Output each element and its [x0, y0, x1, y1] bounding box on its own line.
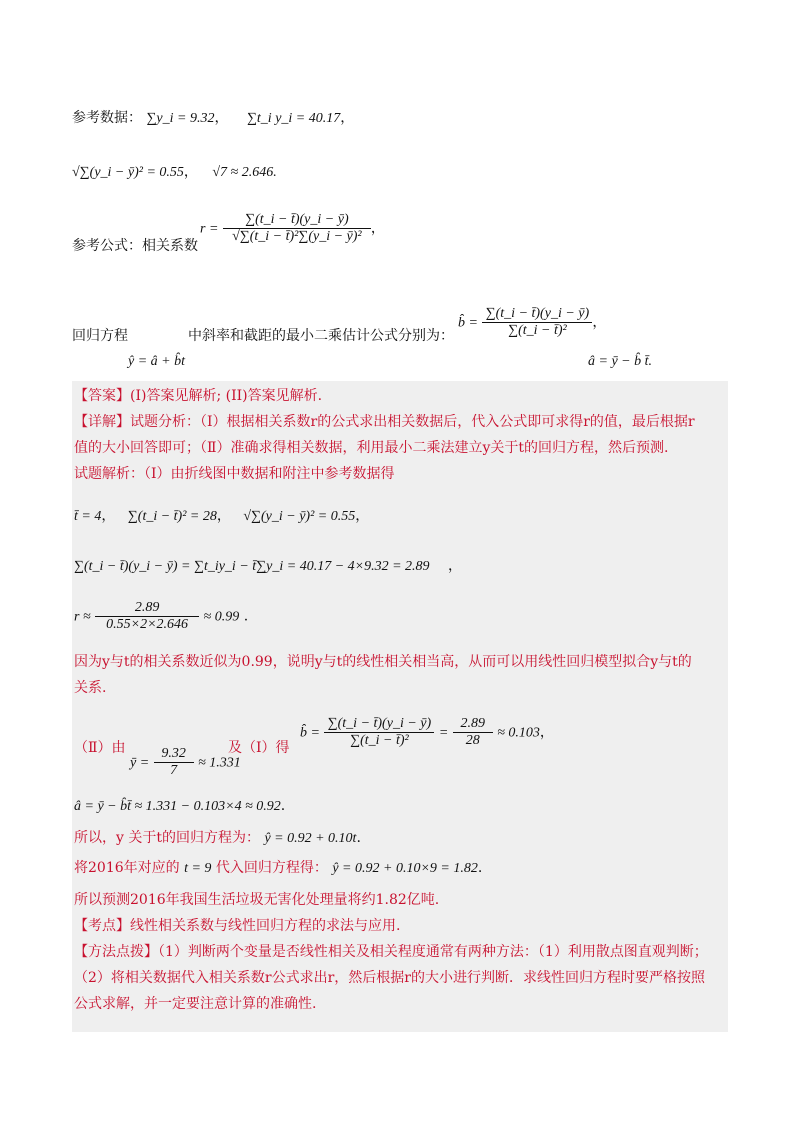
- because-line-2: 关系.: [74, 680, 107, 696]
- year-line: 将2016年对应的 t = 9 代入回归方程得： ŷ = 0.92 + 0.10×9 = 1.82.: [74, 860, 483, 876]
- ybar-left: ȳ =: [130, 755, 150, 771]
- a-calc-line: â = ȳ − b̂t̄ ≈ 1.331 − 0.103×4 ≈ 0.92.: [74, 798, 286, 814]
- reference-data-label: 参考数据：: [72, 110, 142, 126]
- b-formula: b̂ = $\frac{\sum(t\_i - t̄)(y\_i - ȳ)}{\text{∑(t\_i − t̄)²}}$ ，: [458, 306, 607, 338]
- b-calc-numerator: ∑(t_i − t̄)(y_i − ȳ): [324, 716, 434, 733]
- part2-and: 及（Ⅰ）得: [228, 740, 290, 756]
- r-calc: r ≈ $\frac{2.89}{0.55\times 2\times 2.646}$ ≈ 0.99 .: [74, 600, 249, 632]
- sum-y-formula: ∑y_i = 9.32: [146, 111, 215, 126]
- b-calc: b̂ = $\frac{\sum(t\_i - t̄)(y\_i - ȳ)}{\text{∑(t\_i − t̄)²}}$ = $\frac{2.89}{28}$ ≈ 0.103，: [300, 716, 554, 748]
- r-formula-numerator: ∑(t_i − t̄)(y_i − ȳ): [223, 212, 371, 229]
- a-calc: â = ȳ − b̂t̄ ≈ 1.331 − 0.103×4 ≈ 0.92: [74, 799, 281, 814]
- so-line-prefix: 所以，y 关于t的回归方程为：: [74, 830, 260, 846]
- point-text: 线性相关系数与线性回归方程的求法与应用.: [130, 918, 401, 934]
- a-formula: â = ȳ − b̂ t̄.: [588, 354, 652, 369]
- answer-tag: 【答案】: [74, 388, 130, 404]
- calc-sum-product: ∑(t_i − t̄)(y_i − ȳ) = ∑t_iy_i − t̄∑y_i = 40.17 − 4×9.32 = 2.89: [74, 559, 430, 574]
- sum-ty-formula: ∑t_i y_i = 40.17: [246, 111, 341, 126]
- b-calc-numerator-2: 2.89: [453, 716, 493, 733]
- ybar-numerator: 9.32: [154, 746, 194, 763]
- answer-line: [74, 386, 322, 406]
- r-formula-denominator: √∑(t_i − t̄)²∑(y_i − ȳ)²: [232, 229, 362, 244]
- method-line-1: [74, 942, 708, 962]
- b-calc-mid: =: [438, 725, 449, 741]
- regression-text: 中斜率和截距的最小二乘估计公式分别为：: [188, 328, 454, 344]
- so-line: 所以，y 关于t的回归方程为： ŷ = 0.92 + 0.10t.: [74, 830, 361, 846]
- year-line-prefix: 将2016年对应的: [74, 860, 180, 876]
- calc-tbar: t̄ = 4: [74, 509, 102, 524]
- detail-text-1: 试题分析：（Ⅰ）根据相关系数r的公式求出相关数据后，代入公式即可求得r的值，最后根据r: [130, 414, 695, 430]
- r-formula: r = $\frac{\sum(t\_i - t̄)(y\_i - ȳ)}{\text{√∑(t\_i − t̄)²∑(y\_i − ȳ)²}}$ ，: [200, 212, 385, 244]
- b-calc-left: b̂ =: [300, 725, 320, 741]
- ybar-calc: [130, 746, 241, 779]
- method-text-1: （1）判断两个变量是否线性相关及相关程度通常有两种方法：（1）利用散点图直观判断；: [158, 944, 708, 960]
- ybar-value: ≈ 1.331: [198, 755, 241, 771]
- answer-text: (I)答案见解析; (II)答案见解析.: [130, 388, 323, 404]
- r-calc-numerator: 2.89: [95, 600, 199, 617]
- reference-formula-label: 参考公式：相关系数: [72, 238, 198, 254]
- because-line-1: 因为y与t的相关系数近似为0.99，说明y与t的线性相关相当高，从而可以用线性回归模型拟合y与t的: [74, 654, 692, 670]
- so-equation: ŷ = 0.92 + 0.10t: [264, 831, 357, 846]
- year-equation: ŷ = 0.92 + 0.10×9 = 1.82: [332, 861, 478, 876]
- r-calc-denominator: 0.55×2×2.646: [106, 617, 189, 632]
- r-calc-left: r ≈: [74, 609, 91, 625]
- b-formula-numerator: ∑(t_i − t̄)(y_i − ȳ): [482, 306, 592, 323]
- r-calc-right: ≈ 0.99: [203, 609, 240, 625]
- regression-label: 回归方程: [72, 328, 128, 344]
- reference-data-line: 参考数据： ∑y_i = 9.32， ∑t_i y_i = 40.17，: [72, 110, 355, 126]
- year-t: t = 9: [184, 861, 212, 876]
- method-line-2: （2）将相关数据代入相关系数r公式求出r，然后根据r的大小进行判断．求线性回归方程时要严格按照: [74, 970, 705, 986]
- point-line: [74, 916, 400, 936]
- detail-line-2: 值的大小回答即可；（Ⅱ）准确求得相关数据，利用最小二乘法建立y关于t的回归方程，然后预测.: [74, 440, 669, 456]
- b-calc-denominator-2: 28: [465, 733, 480, 748]
- b-formula-denominator: ∑(t_i − t̄)²: [508, 323, 567, 338]
- predict-line: 所以预测2016年我国生活垃圾无害化处理量将约1.82亿吨.: [74, 892, 440, 908]
- b-calc-value: ≈ 0.103: [497, 725, 540, 741]
- analysis-line: 试题解析：（Ⅰ）由折线图中数据和附注中参考数据得: [74, 466, 395, 482]
- point-tag: 【考点】: [74, 918, 130, 934]
- b-calc-denominator: ∑(t_i − t̄)²: [350, 733, 409, 748]
- year-line-mid: 代入回归方程得：: [215, 860, 328, 876]
- method-line-3: 公式求解，并一定要注意计算的准确性.: [74, 996, 317, 1012]
- part2-label: （Ⅱ）由: [74, 740, 126, 756]
- detail-tag: 【详解】: [74, 414, 130, 430]
- ybar-denominator: 7: [170, 763, 178, 778]
- sqrt-sum-y-formula: √∑(y_i − ȳ)² = 0.55: [72, 165, 184, 180]
- regression-equation: ŷ = â + b̂t: [128, 354, 185, 369]
- detail-line-1: [74, 412, 695, 432]
- calc-sqrt: √∑(y_i − ȳ)² = 0.55: [243, 509, 356, 524]
- reference-data-line-2: √∑(y_i − ȳ)² = 0.55， √7 ≈ 2.646.: [72, 164, 277, 180]
- sqrt7-formula: √7 ≈ 2.646.: [212, 165, 277, 180]
- calc-sum-t: ∑(t_i − t̄)² = 28: [127, 509, 217, 524]
- calc-line-2: ∑(t_i − t̄)(y_i − ȳ) = ∑t_iy_i − t̄∑y_i = 40.17 − 4×9.32 = 2.89 ，: [74, 558, 462, 574]
- method-tag: 【方法点拨】: [74, 944, 158, 960]
- calc-line-1: t̄ = 4， ∑(t_i − t̄)² = 28， √∑(y_i − ȳ)² = 0.55，: [74, 508, 370, 524]
